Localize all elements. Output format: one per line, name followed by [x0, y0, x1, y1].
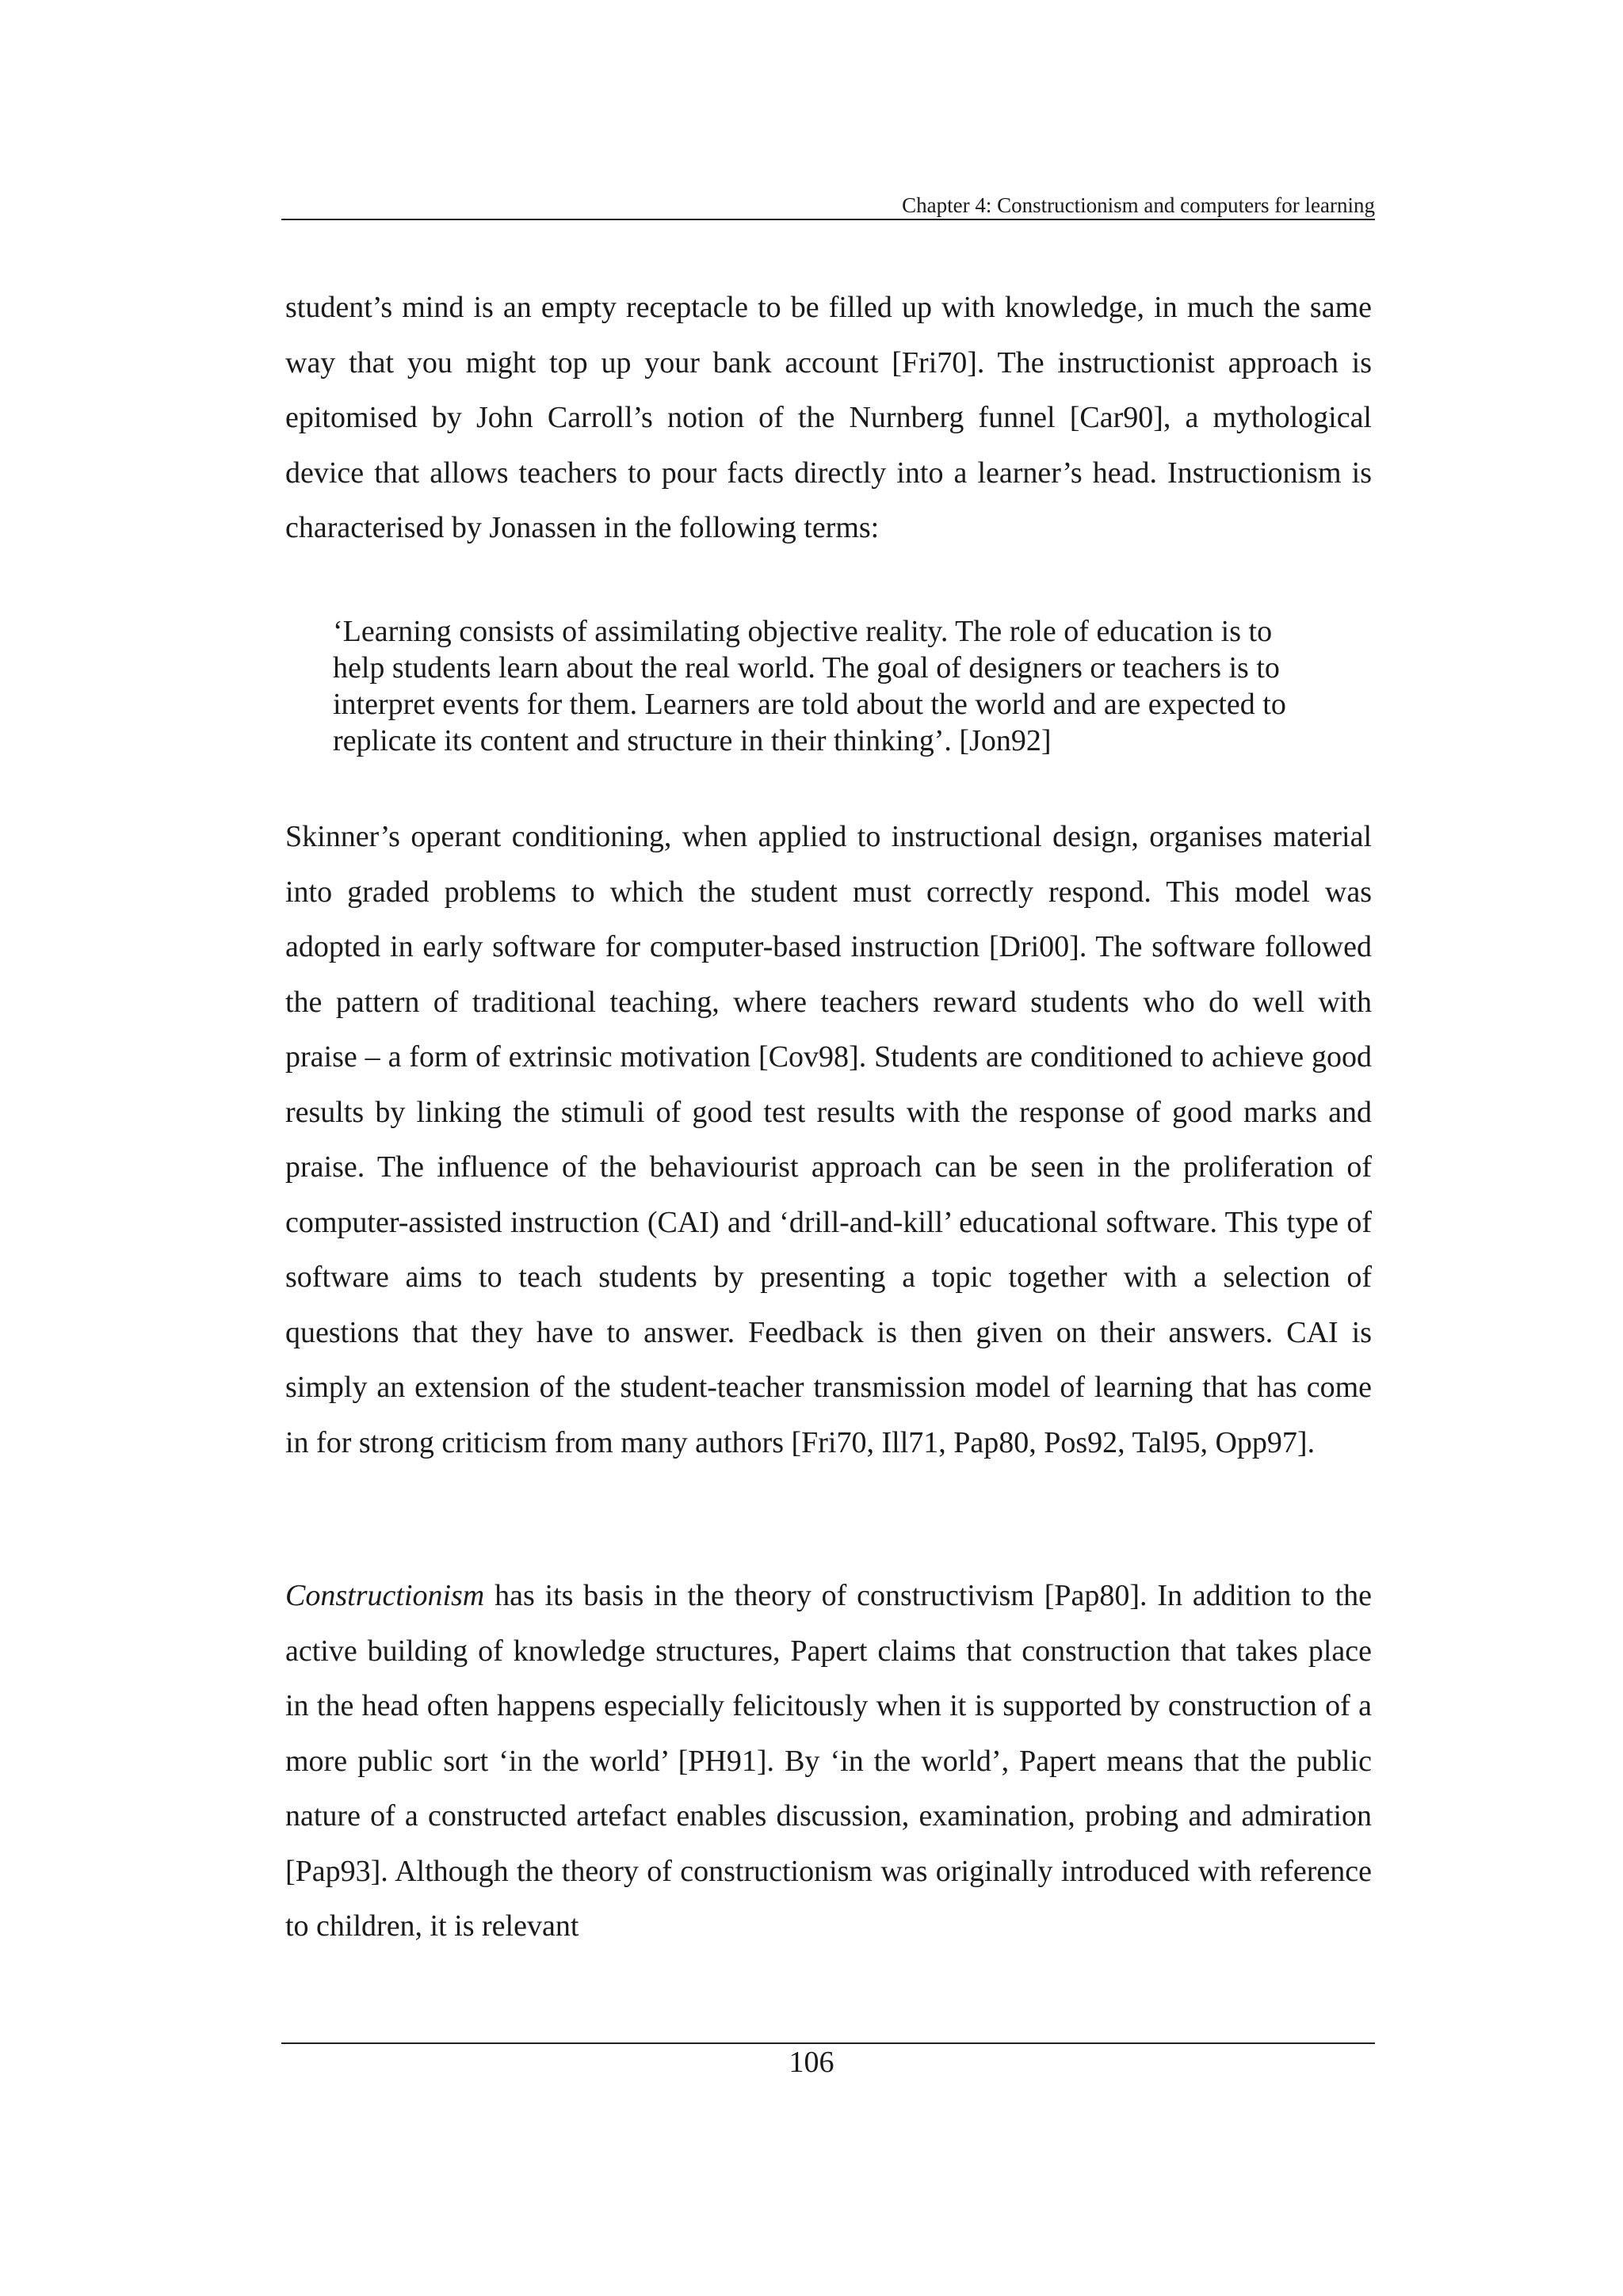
header-rule	[281, 219, 1375, 220]
running-header: Chapter 4: Constructionism and computers for learning	[902, 193, 1375, 217]
page-number: 106	[789, 2046, 834, 2079]
body-paragraph-2: Skinner’s operant conditioning, when applied to instructional design, organises material into graded problems to which the student must correctly respond. This model was adopted in early software for computer-based instruction [Dri00]. The software followed the pattern of traditional teaching, where teachers reward students who do well with praise – a form of extrinsic motivation [Cov98]. Students are conditioned to achieve good results by linking the stimuli of good test results with the response of good marks and praise. The influence of the behaviourist approach can be seen in the proliferation of computer-assisted instruction (CAI) and ‘drill-and-kill’ educational software. This type of software aims to teach students by presenting a topic together with a selection of questions that they have to answer. Feedback is then given on their answers. CAI is simply an extension of the student-teacher transmission model of learning that has come in for strong criticism from many authors [Fri70, Ill71, Pap80, Pos92, Tal95, Opp97].	[285, 820, 1372, 1459]
body-paragraph-1: student’s mind is an empty receptacle to be filled up with knowledge, in much the same way that you might top up your bank account [Fri70]. The instructionist approach is epitomised by John Carroll’s notion of the Nurnberg funnel [Car90], a mythological device that allows teachers to pour facts directly into a learner’s head. Instructionism is characterised by Jonassen in the following terms:	[285, 291, 1372, 544]
body-paragraph-3	[285, 1569, 1372, 1955]
block-quote: ‘Learning consists of assimilating objective reality. The role of education is to help students learn about the real world. The goal of designers or teachers is to interpret events for them. Learners are told about the world and are expected to replicate its content and structure in their thinking’. [Jon92]	[333, 615, 1286, 757]
body-paragraph-3-text: has its basis in the theory of constructivism [Pap80]. In addition to the active building of knowledge structures, Papert claims that construction that takes place in the head often happens especially felicitously when it is supported by construction of a more public sort ‘in the world’ [PH91]. By ‘in the world’, Papert means that the public nature of a constructed artefact enables discussion, examination, probing and admiration [Pap93]. Although the theory of constructionism was originally introduced with reference to children, it is relevant	[285, 1579, 1372, 1943]
italic-term: Constructionism	[285, 1579, 485, 1612]
